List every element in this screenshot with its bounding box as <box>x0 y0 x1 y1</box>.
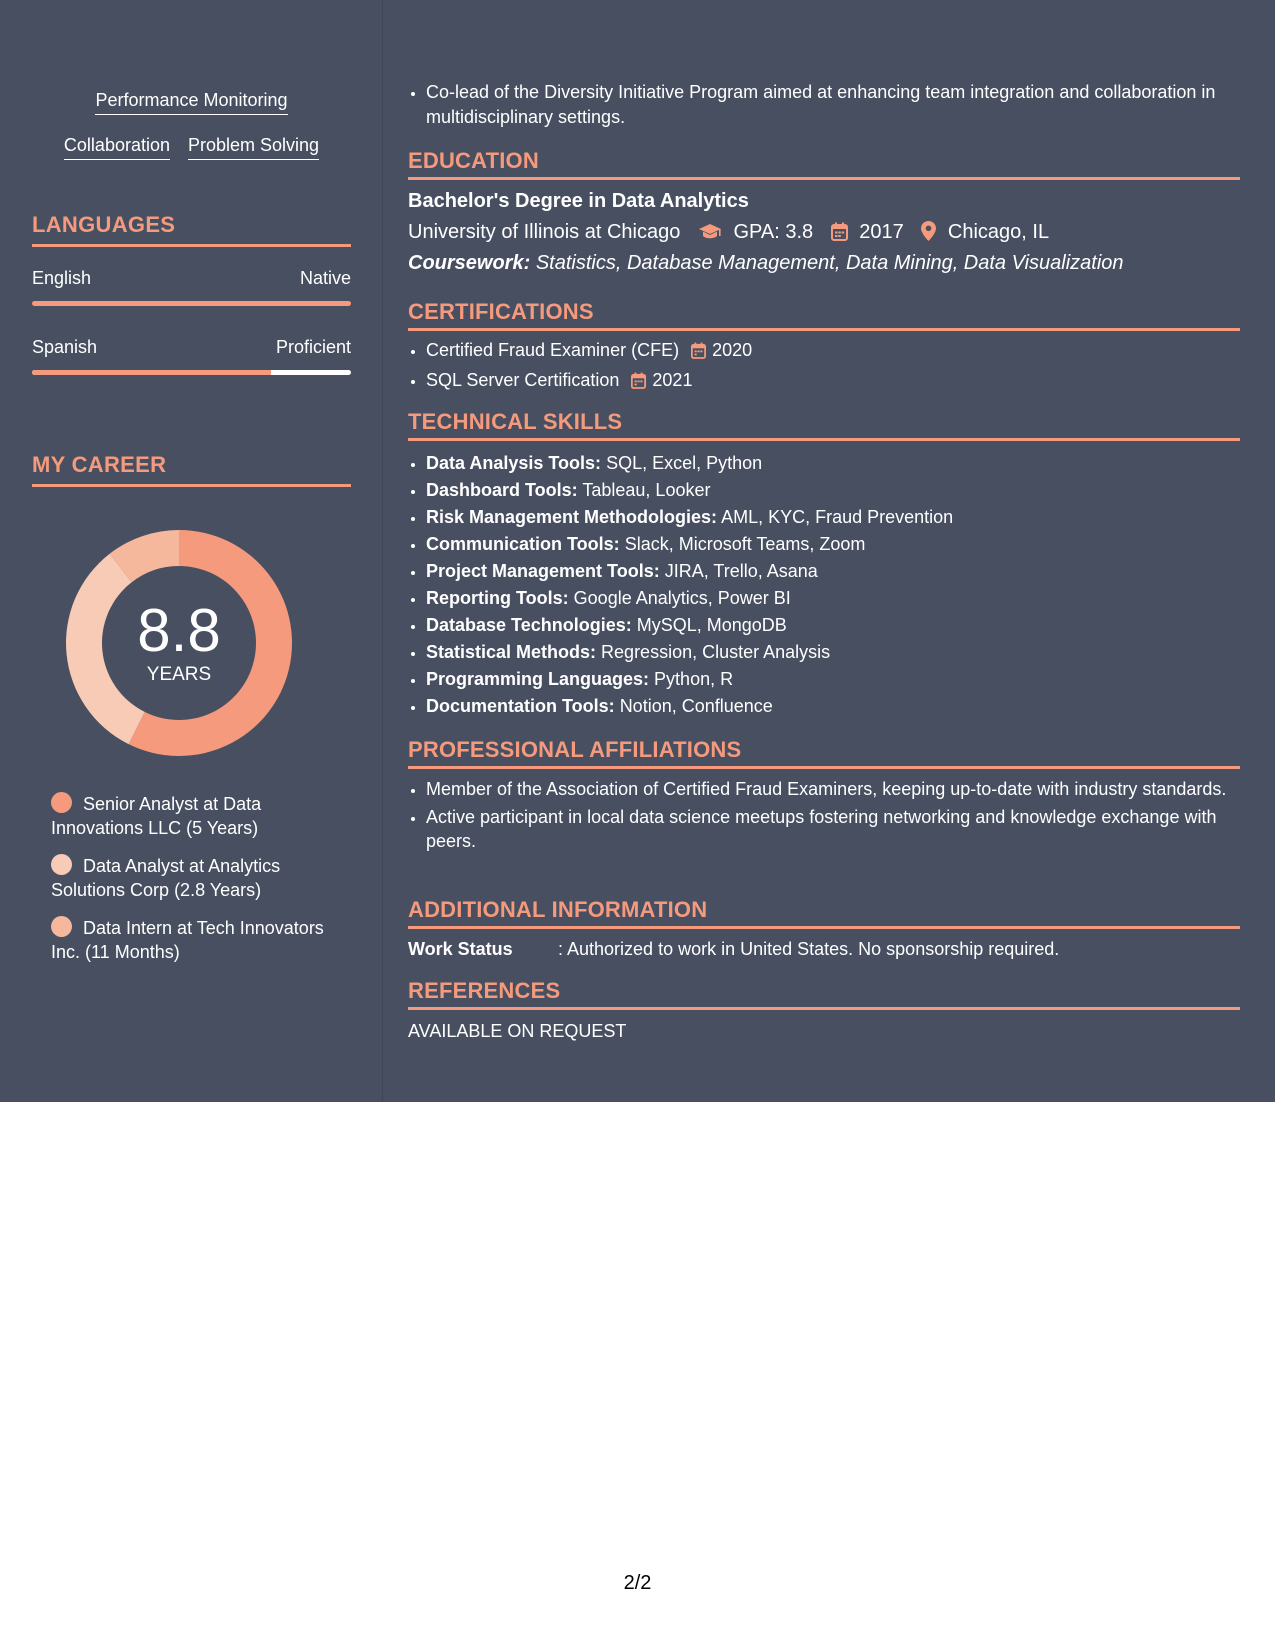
references-title: REFERENCES <box>408 978 561 1003</box>
certifications-title: CERTIFICATIONS <box>408 299 594 324</box>
tech-skill-label: Database Technologies: <box>426 615 632 635</box>
certification-item <box>426 368 1256 396</box>
certification-year: 2020 <box>712 340 753 360</box>
tech-skill-item <box>426 558 1256 585</box>
technical-skills-list <box>408 450 1256 720</box>
certifications-rule <box>408 328 1240 331</box>
school-name: University of Illinois at Chicago <box>408 221 681 243</box>
calendar-icon <box>691 341 706 366</box>
tech-skill-value: Regression, Cluster Analysis <box>601 642 831 662</box>
experience-bullets <box>408 80 1256 129</box>
technical-skills-rule <box>408 438 1240 441</box>
career-legend-label: Data Analyst at Analytics Solutions Corp (2.8 Years) <box>51 856 281 900</box>
career-legend-item <box>51 792 331 840</box>
tech-skill-value: Google Analytics, Power BI <box>573 588 791 608</box>
tech-skill-item <box>426 639 1256 666</box>
work-status-value: : Authorized to work in United States. No sponsorship required. <box>558 939 1060 959</box>
tech-skill-value: AML, KYC, Fraud Prevention <box>721 507 954 527</box>
experience-bullet: • Co-lead of the Diversity Initiative Program aimed at enhancing team integration and collaboration in multidisciplinary settings. <box>426 80 1256 129</box>
career-total-value: 8.8 <box>137 597 221 664</box>
certification-year: 2021 <box>652 369 693 390</box>
tech-skill-label: Project Management Tools: <box>426 561 660 581</box>
language-level: Proficient <box>275 337 351 357</box>
certification-name: SQL Server Certification <box>426 369 620 390</box>
career-title: MY CAREER <box>32 452 167 477</box>
skills-row-2 <box>32 134 351 160</box>
tech-skill-value: SQL, Excel, Python <box>606 453 763 473</box>
references-text: AVAILABLE ON REQUEST <box>408 1021 627 1041</box>
career-legend-item <box>51 854 331 902</box>
career-legend-item <box>51 916 331 964</box>
affiliation-item: • Member of the Association of Certified Fraud Examiners, keeping up-to-date with industry standards. <box>426 777 1256 802</box>
tech-skill-item <box>426 612 1256 639</box>
language-bar-fill <box>32 301 351 306</box>
coursework-label: Coursework: <box>408 252 531 274</box>
map-pin-icon <box>921 221 936 247</box>
tech-skill-value: Notion, Confluence <box>619 696 773 716</box>
additional-info-title: ADDITIONAL INFORMATION <box>408 897 708 922</box>
work-status-row <box>408 937 1059 961</box>
technical-skills-title: TECHNICAL SKILLS <box>408 409 623 434</box>
skill-tag: Problem Solving <box>188 134 319 160</box>
tech-skill-item <box>426 666 1256 693</box>
calendar-icon <box>631 371 646 396</box>
tech-skill-label: Dashboard Tools: <box>426 480 578 500</box>
legend-dot <box>51 916 72 937</box>
legend-dot <box>51 792 72 813</box>
tech-skill-label: Programming Languages: <box>426 669 650 689</box>
affiliations-rule <box>408 766 1240 769</box>
graduation-cap-icon <box>698 223 722 247</box>
gpa: GPA: 3.8 <box>733 221 814 243</box>
references-rule <box>408 1007 1240 1010</box>
calendar-icon <box>831 222 848 247</box>
coursework-list: Statistics, Database Management, Data Mining, Data Visualization <box>535 252 1124 274</box>
graduation-year: 2017 <box>859 221 904 243</box>
affiliations-title: PROFESSIONAL AFFILIATIONS <box>408 737 742 762</box>
tech-skill-value: Python, R <box>654 669 734 689</box>
degree-title: Bachelor's Degree in Data Analytics <box>408 190 749 212</box>
work-status-label: Work Status <box>408 939 513 959</box>
tech-skill-item <box>426 450 1256 477</box>
career-rule <box>32 484 351 487</box>
tech-skill-label: Risk Management Methodologies: <box>426 507 718 527</box>
additional-info-rule <box>408 926 1240 929</box>
tech-skill-label: Statistical Methods: <box>426 642 597 662</box>
language-english <box>32 268 351 304</box>
education-rule <box>408 177 1240 180</box>
language-bar-fill <box>32 370 271 375</box>
tech-skill-value: Tableau, Looker <box>582 480 711 500</box>
coursework-line <box>408 251 1124 275</box>
career-legend-label: Data Intern at Tech Innovators Inc. (11 Months) <box>51 918 324 962</box>
tech-skill-item <box>426 504 1256 531</box>
language-name: English <box>32 268 92 288</box>
page-number: 2/2 <box>623 1572 652 1594</box>
language-name: Spanish <box>32 337 98 357</box>
tech-skill-item <box>426 531 1256 558</box>
skill-tag: Collaboration <box>64 134 170 160</box>
certifications-list <box>408 338 1256 395</box>
tech-skill-item <box>426 693 1256 720</box>
languages-section <box>32 212 351 247</box>
affiliation-item: • Active participant in local data science meetups fostering networking and knowledge exchange with peers. <box>426 805 1256 854</box>
languages-rule <box>32 244 351 247</box>
skill-tag: Performance Monitoring <box>95 89 287 115</box>
tech-skill-value: Slack, Microsoft Teams, Zoom <box>624 534 866 554</box>
certification-item <box>426 338 1256 366</box>
tech-skill-label: Data Analysis Tools: <box>426 453 602 473</box>
career-total-unit: YEARS <box>146 664 212 685</box>
legend-dot <box>51 854 72 875</box>
language-bar <box>32 370 351 375</box>
career-legend-label: Senior Analyst at Data Innovations LLC (5 Years) <box>51 794 262 838</box>
tech-skill-item <box>426 585 1256 612</box>
tech-skill-value: MySQL, MongoDB <box>636 615 787 635</box>
education-title: EDUCATION <box>408 148 539 173</box>
tech-skill-label: Documentation Tools: <box>426 696 615 716</box>
affiliations-list <box>408 777 1256 854</box>
skills-row-1 <box>32 89 351 115</box>
language-spanish <box>32 337 351 373</box>
career-donut-chart <box>66 530 292 756</box>
tech-skill-label: Communication Tools: <box>426 534 620 554</box>
tech-skill-label: Reporting Tools: <box>426 588 569 608</box>
certification-name: Certified Fraud Examiner (CFE) <box>426 340 680 360</box>
career-section <box>32 452 351 487</box>
education-location: Chicago, IL <box>947 221 1050 243</box>
language-bar <box>32 301 351 306</box>
tech-skill-item <box>426 477 1256 504</box>
tech-skill-value: JIRA, Trello, Asana <box>664 561 818 581</box>
language-level: Native <box>299 268 351 288</box>
languages-title: LANGUAGES <box>32 212 176 237</box>
column-divider <box>382 0 383 1102</box>
education-details <box>408 220 1049 247</box>
